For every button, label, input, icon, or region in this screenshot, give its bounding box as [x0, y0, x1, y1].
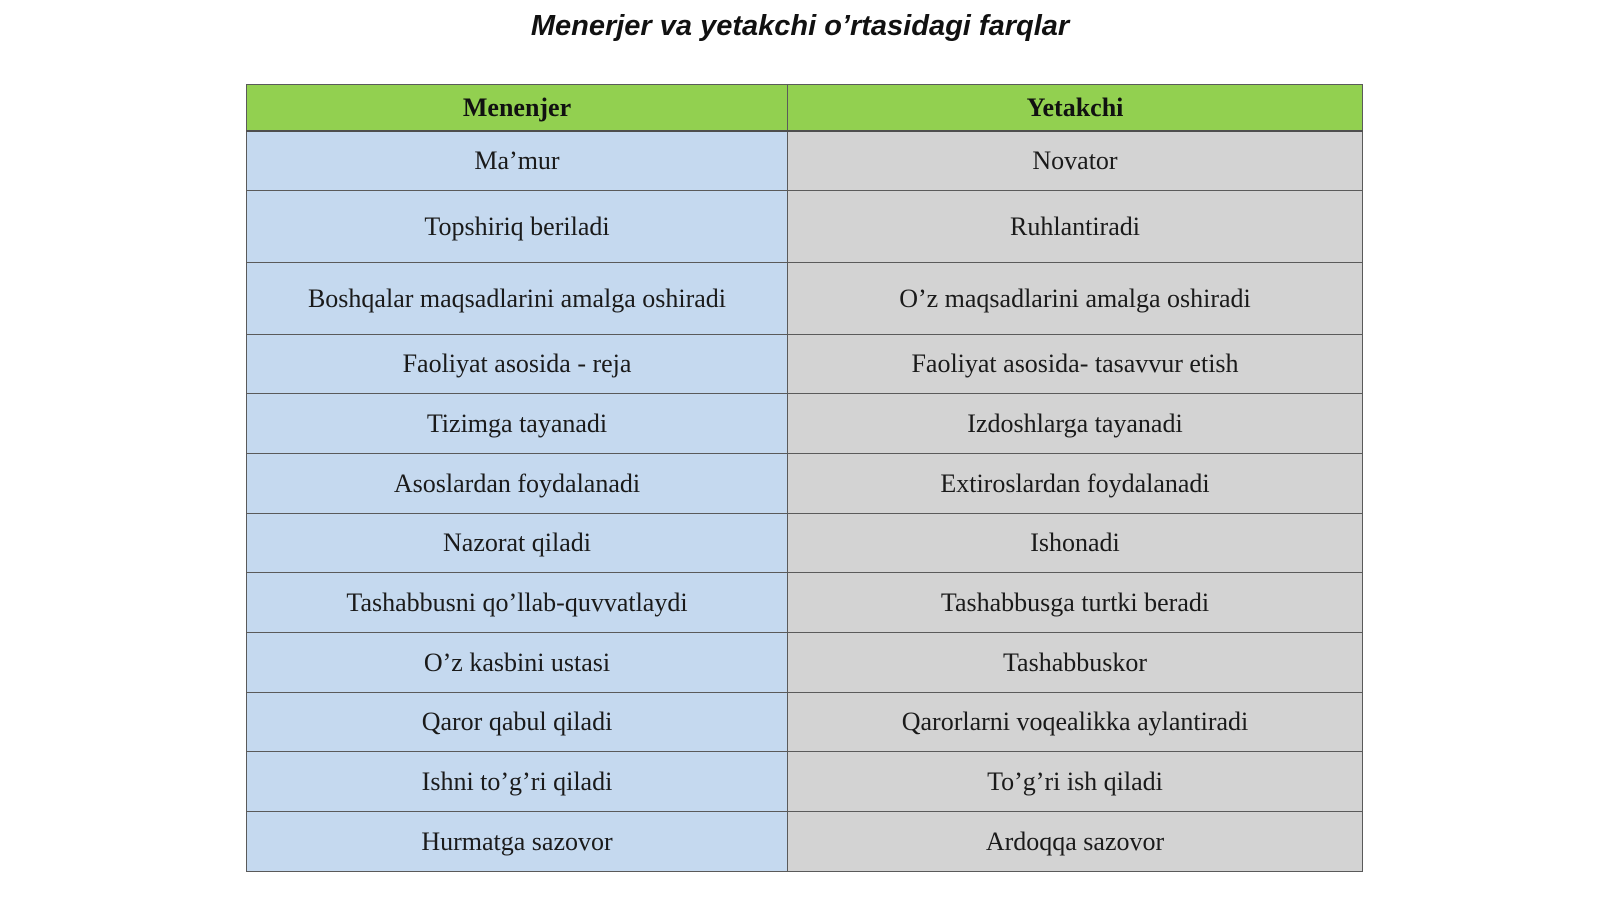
table-row — [247, 514, 1363, 573]
table-row — [247, 191, 1363, 263]
column-header-menenjer: Menenjer — [247, 85, 788, 132]
table-row — [247, 263, 1363, 335]
table-row — [247, 454, 1363, 514]
table-cell-yetakchi: Ishonadi — [788, 514, 1363, 573]
table-cell-yetakchi: Ruhlantiradi — [788, 191, 1363, 263]
table-row — [247, 394, 1363, 454]
table-cell-menenjer: Tashabbusni qo’llab-quvvatlaydi — [247, 573, 788, 633]
table-header-row — [247, 85, 1363, 132]
column-header-yetakchi: Yetakchi — [788, 85, 1363, 132]
table-cell-menenjer: Asoslardan foydalanadi — [247, 454, 788, 514]
table-cell-yetakchi: Novator — [788, 131, 1363, 191]
table-cell-menenjer: Ishni to’g’ri qiladi — [247, 752, 788, 812]
table-cell-menenjer: Boshqalar maqsadlarini amalga oshiradi — [247, 263, 788, 335]
table-row — [247, 633, 1363, 693]
table-cell-menenjer: O’z kasbini ustasi — [247, 633, 788, 693]
table-cell-menenjer: Hurmatga sazovor — [247, 812, 788, 872]
table-cell-menenjer: Topshiriq beriladi — [247, 191, 788, 263]
table-cell-menenjer: Tizimga tayanadi — [247, 394, 788, 454]
table-cell-yetakchi: O’z maqsadlarini amalga oshiradi — [788, 263, 1363, 335]
table-cell-yetakchi: Ardoqqa sazovor — [788, 812, 1363, 872]
table-row — [247, 573, 1363, 633]
comparison-table — [246, 84, 1363, 872]
table-cell-yetakchi: Extiroslardan foydalanadi — [788, 454, 1363, 514]
table-row — [247, 335, 1363, 394]
table-cell-menenjer: Ma’mur — [247, 131, 788, 191]
table-row — [247, 693, 1363, 752]
table-row — [247, 752, 1363, 812]
table-cell-menenjer: Faoliyat asosida - reja — [247, 335, 788, 394]
table-cell-yetakchi: Qarorlarni voqealikka aylantiradi — [788, 693, 1363, 752]
table-cell-yetakchi: Faoliyat asosida- tasavvur etish — [788, 335, 1363, 394]
table-row — [247, 812, 1363, 872]
table-cell-menenjer: Qaror qabul qiladi — [247, 693, 788, 752]
page-title: Menerjer va yetakchi o’rtasidagi farqlar — [530, 10, 1070, 42]
table-cell-yetakchi: To’g’ri ish qiladi — [788, 752, 1363, 812]
table-row — [247, 131, 1363, 191]
table-cell-menenjer: Nazorat qiladi — [247, 514, 788, 573]
table-cell-yetakchi: Tashabbusga turtki beradi — [788, 573, 1363, 633]
table-cell-yetakchi: Tashabbuskor — [788, 633, 1363, 693]
table-cell-yetakchi: Izdoshlarga tayanadi — [788, 394, 1363, 454]
